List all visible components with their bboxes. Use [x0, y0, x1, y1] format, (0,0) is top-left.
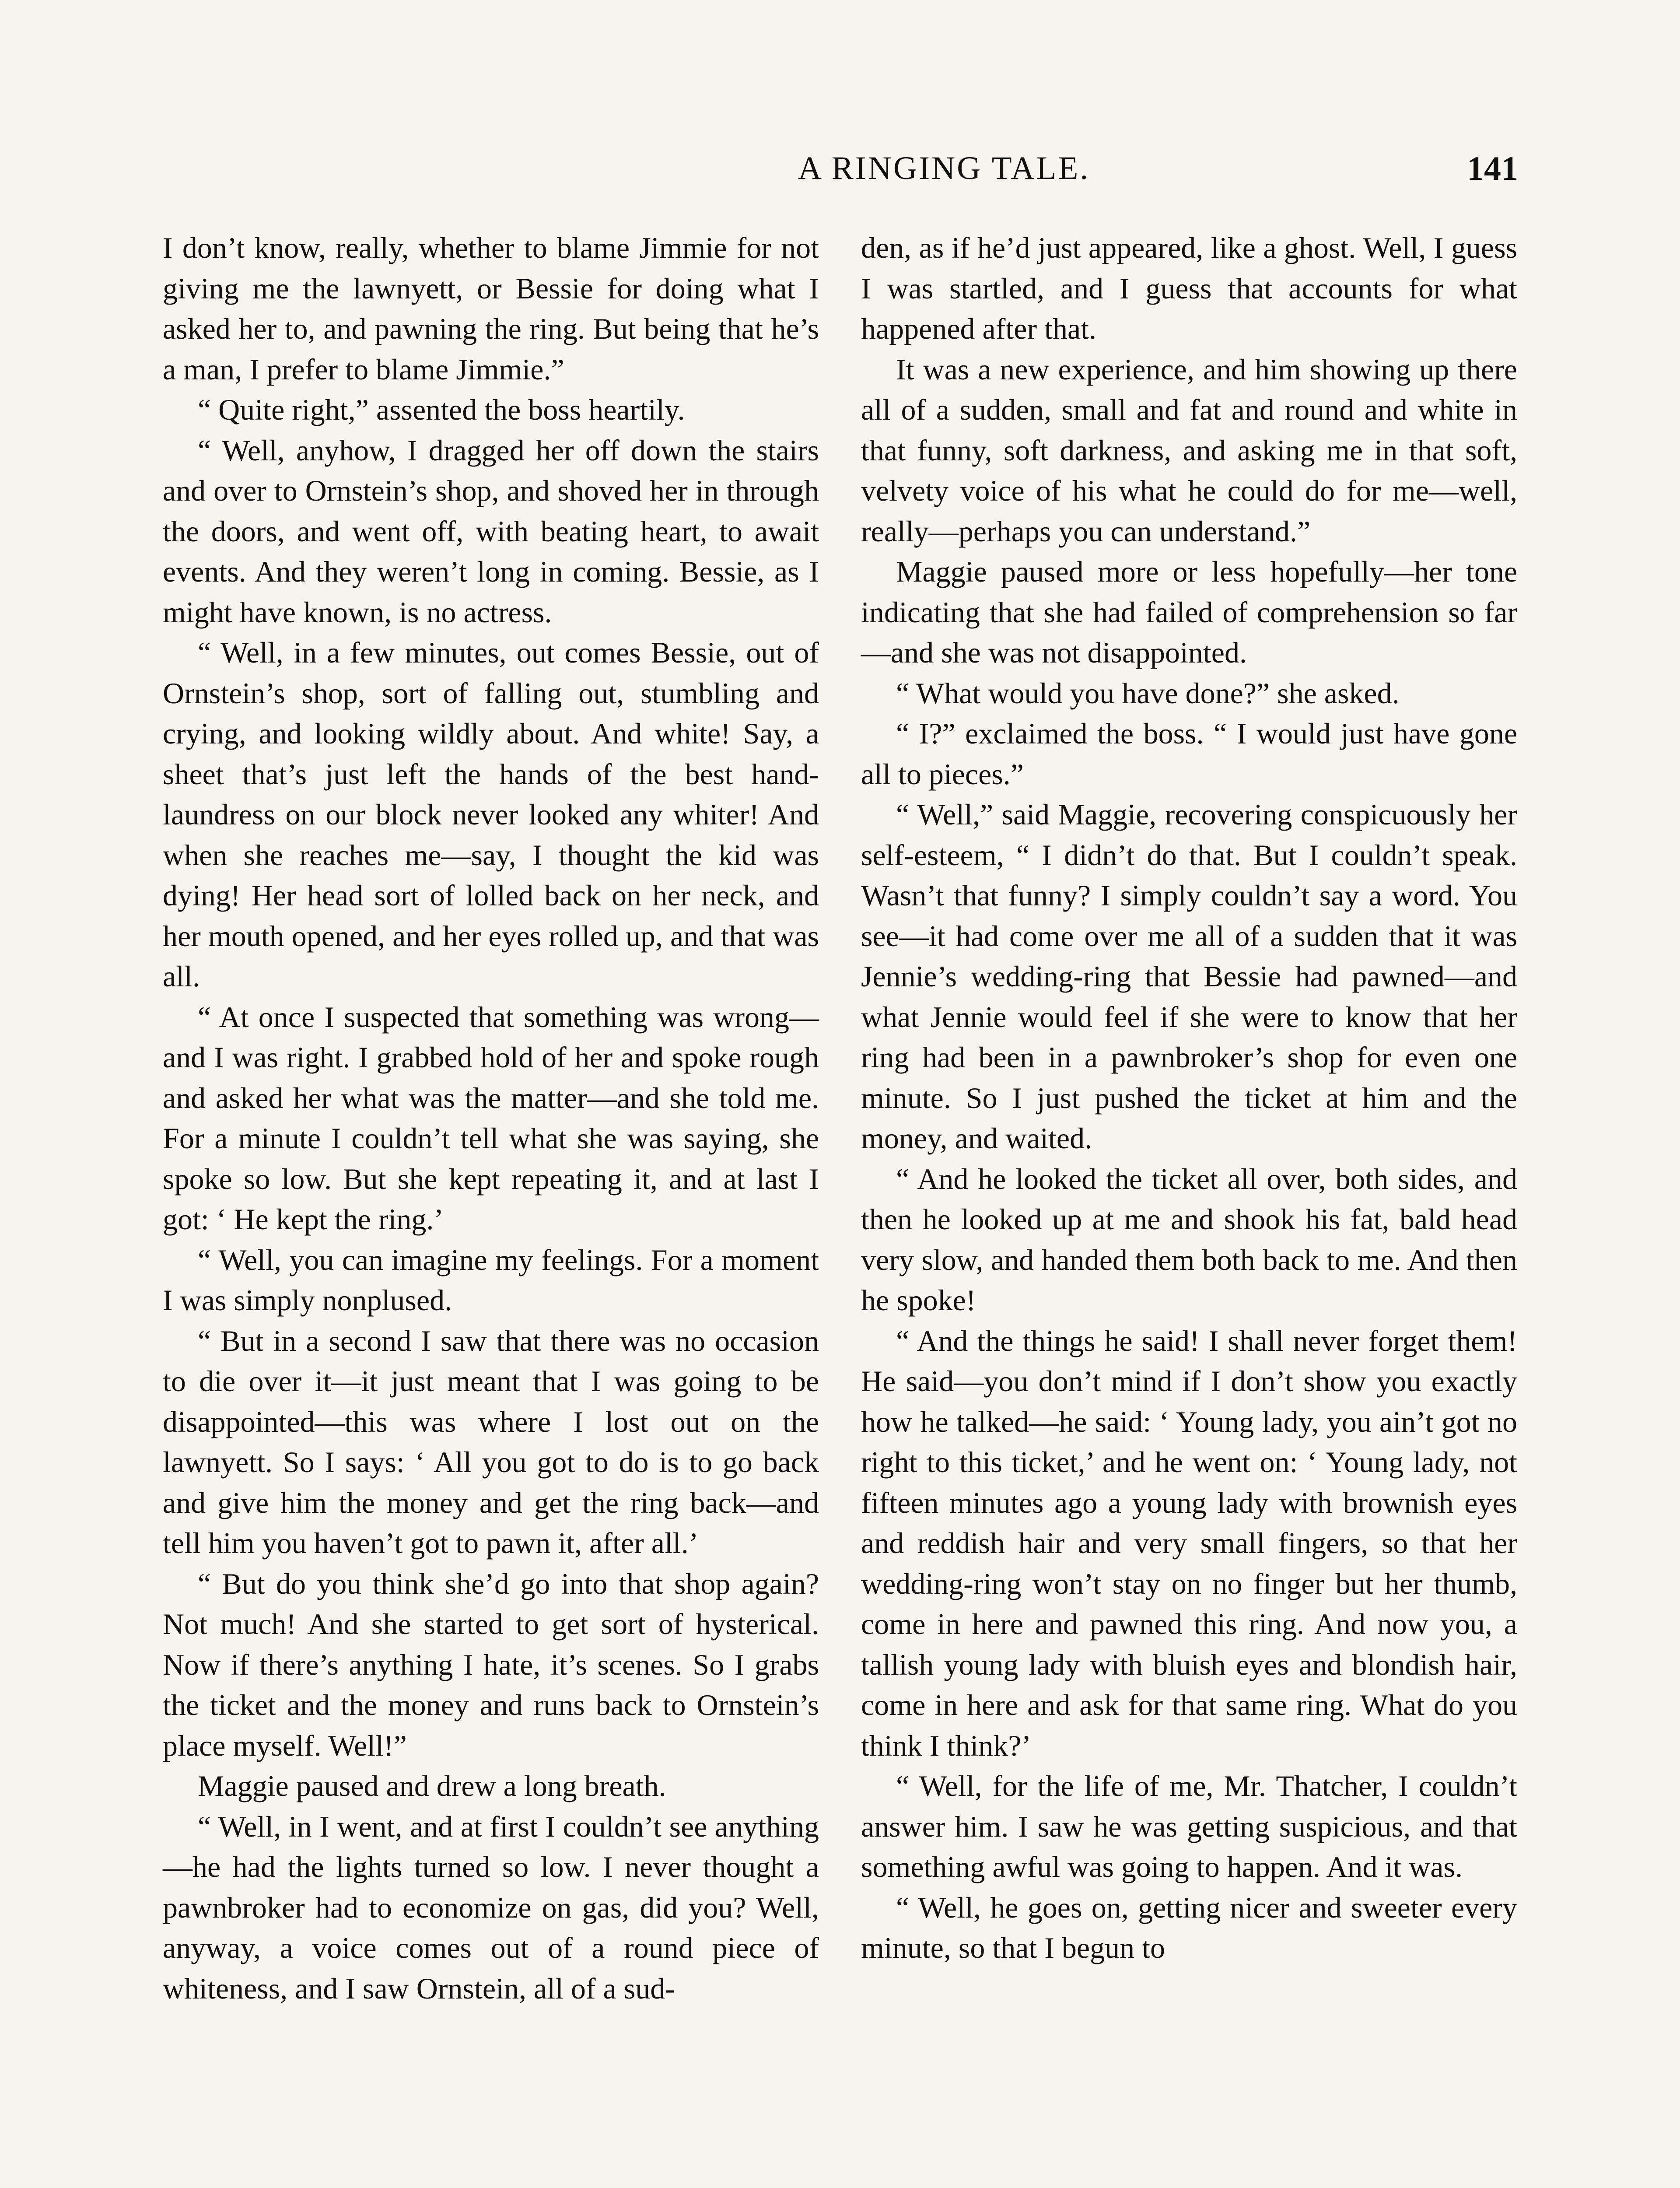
paragraph: “ What would you have done?” she asked.: [896, 676, 1400, 710]
page-header: [164, 144, 1518, 197]
paragraph: “ And he looked the ticket all over, both sides, and then he looked up at me and shook his fat, bald head very slow, and handed them both back to me. And then he spoke!: [861, 1162, 1517, 1317]
paragraph: “ Well, for the life of me, Mr. Thatcher, I couldn’t answer him. I saw he was getting suspicious, and that something awful was going to happen. And it was.: [861, 1769, 1517, 1883]
paragraph: “ And the things he said! I shall never forget them! He said—you don’t mind if I don’t show you exactly how he talked—he said: ‘ Young lady, you ain’t got no right to this ticket,’ and he went on: ‘ Young lady, not fifteen minutes ago a young lady with brownish eyes and reddish hair and very small fingers, so that her wedding-ring won’t stay on no finger but her thumb, come in here and pawned this ring. And now you, a tallish young lady with bluish eyes and blondish hair, come in here and ask for that same ring. What do you think I think?’: [861, 1324, 1517, 1762]
paragraph: “ But do you think she’d go into that shop again? Not much! And she started to get sort of hysterical. Now if there’s anything I hate, it’s scenes. So I grabs the ticket and the money and runs back to Ornstein’s place myself. Well!”: [163, 1567, 819, 1762]
paragraph: I don’t know, really, whether to blame Jimmie for not giving me the lawnyett, or Bessie for doing what I asked her to, and pawning the ring. But being that he’s a man, I prefer to blame Jimmie.”: [163, 231, 819, 386]
running-title: A RINGING TALE.: [798, 150, 1090, 186]
page-number: 141: [1467, 149, 1518, 187]
paragraph: “ I?” exclaimed the boss. “ I would just have gone all to pieces.”: [861, 717, 1517, 791]
paragraph: “ Well, anyhow, I dragged her off down the stairs and over to Ornstein’s shop, and shoved her in through the doors, and went off, with beating heart, to await events. And they weren’t long in coming. Bessie, as I might have known, is no actress.: [163, 433, 819, 629]
paragraph: “ Quite right,” assented the boss heartily.: [198, 393, 685, 426]
right-column: [861, 228, 1517, 1968]
paragraph: “ At once I suspected that something was wrong—and I was right. I grabbed hold of her and spoke rough and asked her what was the matter—and she told me. For a minute I couldn’t tell what she was saying, she spoke so low. But she kept repeating it, and at last I got: ‘ He kept the ring.’: [163, 1000, 819, 1236]
paragraph: “ Well, in I went, and at first I couldn’t see anything—he had the lights turned so low. I never thought a pawnbroker had to economize on gas, did you? Well, anyway, a voice comes out of a round piece of whiteness, and I saw Ornstein, all of a sud-: [163, 1809, 819, 2005]
left-column: [163, 228, 819, 2009]
paragraph: den, as if he’d just appeared, like a ghost. Well, I guess I was startled, and I guess that accounts for what happened after that.: [861, 231, 1517, 345]
paragraph: Maggie paused more or less hopefully—her tone indicating that she had failed of comprehension so far—and she was not disappointed.: [861, 555, 1517, 669]
paragraph: “ Well, you can imagine my feelings. For a moment I was simply nonplused.: [163, 1243, 819, 1317]
paragraph: “ Well,” said Maggie, recovering conspicuously her self-esteem, “ I didn’t do that. But I couldn’t speak. Wasn’t that funny? I simply couldn’t say a word. You see—it had come over me all of a sudden that it was Jennie’s wedding-ring that Bessie had pawned—and what Jennie would feel if she were to know that her ring had been in a pawnbroker’s shop for even one minute. So I just pushed the ticket at him and the money, and waited.: [861, 798, 1517, 1155]
paragraph: “ But in a second I saw that there was no occasion to die over it—it just meant that I was going to be disappointed—this was where I lost out on the lawnyett. So I says: ‘ All you got to do is to go back and give him the money and get the ring back—and tell him you haven’t got to pawn it, after all.’: [163, 1324, 819, 1560]
paragraph: It was a new experience, and him showing up there all of a sudden, small and fat and round and white in that funny, soft darkness, and asking me in that soft, velvety voice of his what he could do for me—well, really—perhaps you can understand.”: [861, 352, 1517, 548]
paragraph: “ Well, he goes on, getting nicer and sweeter every minute, so that I begun to: [861, 1890, 1517, 1964]
paragraph: “ Well, in a few minutes, out comes Bessie, out of Ornstein’s shop, sort of falling out, stumbling and crying, and looking wildly about. And white! Say, a sheet that’s just left the hands of the best hand-laundress on our block never looked any whiter! And when she reaches me—say, I thought the kid was dying! Her head sort of lolled back on her neck, and her mouth opened, and her eyes rolled up, and that was all.: [163, 636, 819, 993]
paragraph: Maggie paused and drew a long breath.: [198, 1769, 666, 1802]
